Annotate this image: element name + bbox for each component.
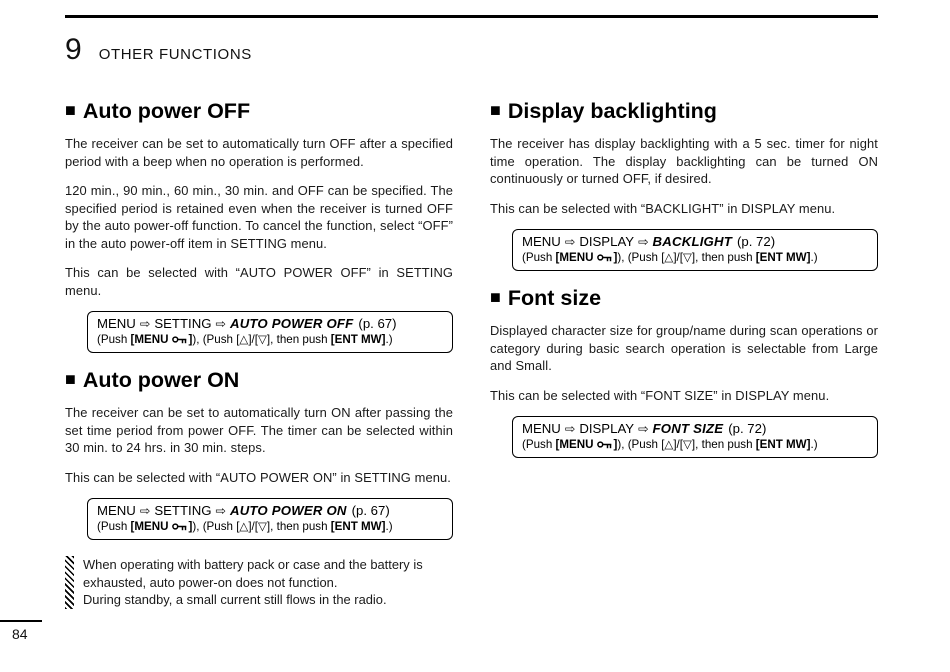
caution-note [65,556,453,609]
key-icon [172,335,187,344]
page-reference: (p. 72) [728,421,767,436]
arrow-icon: ⇨ [139,504,151,518]
page-reference: (p. 72) [737,234,776,249]
menu-root: MENU [97,316,136,331]
push-text: (Push [522,251,556,264]
menu-button-close: ] [613,251,618,264]
paragraph: 120 min., 90 min., 60 min., 30 min. and OFF can be specified. The specified period is retained even when the receiver is turned OFF by the auto power-off function. To cancel the function, select “OFF” in the auto power-off item in SETTING menu. [65,183,453,251]
push-instructions [97,519,443,533]
ent-mw-button: [ENT MW] [755,438,811,451]
push-text: ), (Push [617,251,662,264]
paragraph: The receiver can be set to automatically turn OFF after a specified period with a beep when no operation is performed. [65,136,453,169]
menu-button-close: ] [613,438,618,451]
arrow-icon: ⇨ [564,235,576,249]
ent-mw-button: [ENT MW] [330,520,386,533]
heading-bullet-icon: ■ [65,369,76,389]
menu-path-box-auto-power-on [87,498,453,540]
menu-name: SETTING [154,316,212,331]
arrow-icon: ⇨ [139,317,151,331]
menu-root: MENU [522,234,561,249]
arrow-icon: ⇨ [215,317,226,331]
menu-button-label [556,251,618,264]
push-text: (Push [522,438,556,451]
menu-item-name: AUTO POWER OFF [229,316,354,331]
chapter-header [65,33,252,67]
page-number: 84 [12,626,28,642]
page-columns [65,99,878,609]
menu-name: DISPLAY [579,421,635,436]
menu-path-box-font-size [512,416,878,458]
page-reference: (p. 67) [351,503,390,518]
up-down-buttons: [△]/[▽] [661,438,696,451]
section-heading-auto-power-on [65,368,453,393]
menu-path [522,421,868,436]
menu-root: MENU [97,503,136,518]
paragraph: This can be selected with “BACKLIGHT” in DISPLAY menu. [490,200,836,216]
note-text [83,556,453,609]
ent-mw-button: [ENT MW] [755,251,811,264]
push-text: , then push [270,520,331,533]
menu-button-text: [MENU [555,438,594,451]
menu-name: SETTING [154,503,212,518]
right-column [490,99,878,609]
menu-item-name: FONT SIZE [652,421,724,436]
menu-button-text: [MENU [130,520,169,533]
paragraph: This can be selected with “AUTO POWER OFF” in SETTING menu. [65,265,453,298]
push-text: , then push [695,251,756,264]
menu-item-name: BACKLIGHT [652,234,732,249]
menu-item-name: AUTO POWER ON [229,503,347,518]
arrow-icon: ⇨ [638,422,649,436]
heading-bullet-icon: ■ [490,100,501,120]
arrow-icon: ⇨ [215,504,226,518]
push-text: ), (Push [617,438,662,451]
top-rule [65,15,878,18]
push-text: ), (Push [192,333,237,346]
section-heading-auto-power-off [65,99,453,124]
menu-path-box-auto-power-off [87,311,453,353]
push-text: ), (Push [192,520,237,533]
menu-button-close: ] [188,333,193,346]
left-column [65,99,453,609]
section-heading-text: Auto power OFF [82,99,251,123]
key-icon [172,522,187,531]
heading-bullet-icon: ■ [65,100,76,120]
key-icon [597,253,612,262]
push-text: .) [385,333,393,346]
paragraph: Displayed character size for group/name during scan operations or category during basic search operation is selectable from Large and Small. [490,323,878,373]
push-text: .) [385,520,393,533]
page-reference: (p. 67) [358,316,397,331]
paragraph: The receiver can be set to automatically turn ON after passing the set time period from power OFF. The timer can be selected within 30 min. to 24 hrs. in 30 min. steps. [65,405,453,455]
menu-button-label [556,438,618,451]
heading-bullet-icon: ■ [490,287,501,307]
up-down-buttons: [△]/[▽] [236,333,271,346]
footer-rule [0,620,42,622]
section-heading-display-backlighting [490,99,878,124]
push-text: , then push [270,333,331,346]
push-text: .) [810,438,818,451]
up-down-buttons: [△]/[▽] [661,251,696,264]
paragraph: This can be selected with “AUTO POWER ON” in SETTING menu. [65,469,451,485]
menu-path [97,503,443,518]
paragraph: The receiver has display backlighting with a 5 sec. timer for night time operation. The display backlighting can be turned ON continuously or turned OFF, if desired. [490,136,878,186]
up-down-buttons: [△]/[▽] [236,520,271,533]
section-heading-text: Auto power ON [82,368,240,392]
push-text: .) [810,251,818,264]
hatched-bar-icon [65,556,74,609]
section-heading-text: Display backlighting [507,99,717,123]
menu-button-text: [MENU [555,251,594,264]
push-text: (Push [97,520,131,533]
menu-button-label [131,520,193,533]
arrow-icon: ⇨ [564,422,576,436]
menu-path [97,316,443,331]
section-heading-text: Font size [507,286,602,310]
section-heading-font-size [490,286,878,311]
chapter-number: 9 [65,33,82,66]
menu-button-close: ] [188,520,193,533]
push-text: (Push [97,333,131,346]
menu-button-text: [MENU [130,333,169,346]
ent-mw-button: [ENT MW] [330,333,386,346]
note-line: During standby, a small current still flows in the radio. [83,592,387,608]
menu-path [522,234,868,249]
menu-name: DISPLAY [579,234,635,249]
push-instructions [522,437,868,451]
push-instructions [522,250,868,264]
menu-path-box-backlight [512,229,878,271]
note-line: When operating with battery pack or case and the battery is exhausted, auto power-on does not function. [83,557,423,590]
arrow-icon: ⇨ [638,235,649,249]
key-icon [597,440,612,449]
menu-button-label [131,333,193,346]
push-text: , then push [695,438,756,451]
paragraph: This can be selected with “FONT SIZE” in DISPLAY menu. [490,387,830,403]
push-instructions [97,332,443,346]
chapter-title: OTHER FUNCTIONS [98,46,252,63]
menu-root: MENU [522,421,561,436]
